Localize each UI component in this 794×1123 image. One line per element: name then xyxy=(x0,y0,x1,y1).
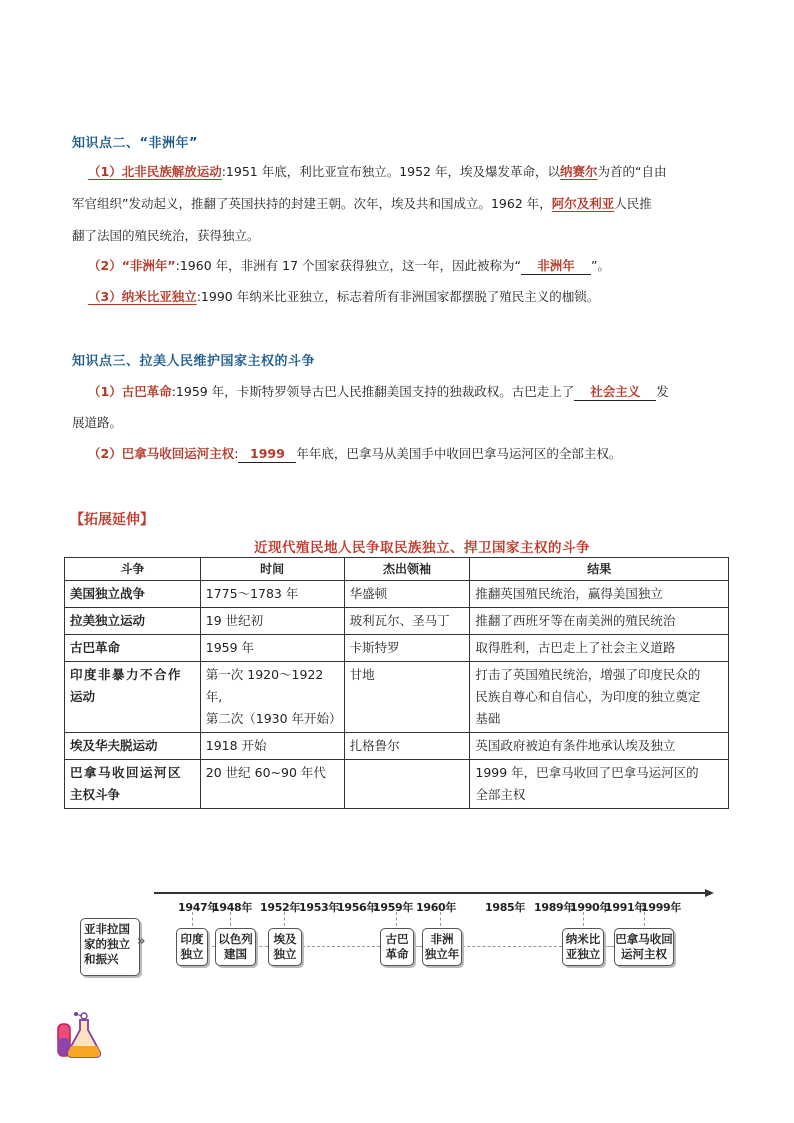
timeline-year: 1999年 xyxy=(641,901,682,914)
table-cell xyxy=(470,760,729,809)
timeline-year: 1953年 xyxy=(299,901,340,914)
label-north-africa: （1）北非民族解放运动 xyxy=(88,164,222,179)
table-cell xyxy=(65,581,201,608)
table-row xyxy=(65,662,729,733)
section2-p1-line1: （1）北非民族解放运动:1951 年底，利比亚宣布独立。1952 年，埃及爆发革命，以纳赛尔为首的“自由 xyxy=(88,164,667,179)
fill-1999: 1999 xyxy=(238,446,296,463)
timeline-year: 1960年 xyxy=(416,901,457,914)
table-row xyxy=(65,581,729,608)
table-header-cell: 时间 xyxy=(200,558,344,581)
cell-line: 卡斯特罗 xyxy=(349,640,400,655)
cell-line: 取得胜利，古巴走上了社会主义道路 xyxy=(475,640,676,655)
table-cell xyxy=(470,635,729,662)
table-cell xyxy=(65,608,201,635)
cell-line: 推翻了西班牙等在南美洲的殖民统治 xyxy=(475,613,676,628)
timeline-tick xyxy=(396,912,398,926)
cell-line: 玻利瓦尔、圣马丁 xyxy=(349,613,450,628)
cell-line: 甘地 xyxy=(349,667,375,682)
timeline-axis xyxy=(154,892,706,894)
connector xyxy=(254,946,268,947)
table-cell xyxy=(470,662,729,733)
cell-line: 第一次 1920～1922 年, xyxy=(205,667,324,704)
timeline-year: 1990年 xyxy=(570,901,611,914)
table-row xyxy=(65,635,729,662)
timeline-tick xyxy=(644,912,646,926)
cell-line: 1775～1783 年 xyxy=(205,586,299,601)
table-cell xyxy=(344,662,470,733)
timeline-year: 1947年 xyxy=(178,901,219,914)
timeline-tick xyxy=(230,912,232,926)
cell-line: 第二次（1930 年开始） xyxy=(205,711,342,726)
table-row xyxy=(65,733,729,760)
fill-africa-year: 非洲年 xyxy=(521,258,591,275)
section2-p1-line2: 军官组织”发动起义，推翻了英国扶持的封建王朝。次年，埃及共和国成立。1962 年，阿尔及利亚人民推 xyxy=(72,196,652,211)
section2-p1-line3: 翻了法国的殖民统治，获得独立。 xyxy=(72,228,260,243)
table-cell xyxy=(344,608,470,635)
event-israel-founding: 以色列 建国 xyxy=(215,928,256,966)
timeline-year: 1948年 xyxy=(212,901,253,914)
timeline-year: 1991年 xyxy=(605,901,646,914)
event-panama-canal: 巴拿马收回 运河主权 xyxy=(614,928,674,966)
table-cell xyxy=(200,733,344,760)
name-nasser: 纳赛尔 xyxy=(560,164,598,179)
cell-line: 1959 年 xyxy=(205,640,255,655)
table-cell xyxy=(470,608,729,635)
cell-line: 美国独立战争 xyxy=(70,586,146,601)
event-namibia-independence: 纳米比 亚独立 xyxy=(562,928,604,966)
cell-line: 运动 xyxy=(70,689,96,704)
table-row xyxy=(65,608,729,635)
timeline-year: 1989年 xyxy=(534,901,575,914)
cell-line: 埃及华夫脱运动 xyxy=(70,738,158,753)
section2-p2: （2）“非洲年”:1960 年，非洲有 17 个国家获得独立，这一年，因此被称为“ 非洲年 ”。 xyxy=(88,258,610,273)
timeline-year: 1959年 xyxy=(373,901,414,914)
fill-socialism: 社会主义 xyxy=(574,384,656,401)
table-header-cell: 结果 xyxy=(470,558,729,581)
label-namibia: （3）纳米比亚独立 xyxy=(88,289,197,304)
event-egypt-independence: 埃及 独立 xyxy=(268,928,302,966)
table-cell xyxy=(65,760,201,809)
double-chevron-icon: » xyxy=(137,934,146,949)
table-header-row xyxy=(65,558,729,581)
event-india-independence: 印度 独立 xyxy=(176,928,208,966)
connector xyxy=(462,946,562,947)
section3-p1-line2: 展道路。 xyxy=(72,415,123,430)
section2-p3: （3）纳米比亚独立:1990 年纳米比亚独立，标志着所有非洲国家都摆脱了殖民主义的枷锁。 xyxy=(88,289,600,304)
table-cell xyxy=(344,760,470,809)
cell-line: 推翻英国殖民统治，赢得美国独立 xyxy=(475,586,663,601)
table-cell xyxy=(200,635,344,662)
timeline-year: 1952年 xyxy=(260,901,301,914)
table-title: 近现代殖民地人民争取民族独立、捍卫国家主权的斗争 xyxy=(254,540,590,556)
timeline-main-box: 亚非拉国 家的独立 和振兴 xyxy=(80,918,140,976)
label-panama: （2）巴拿马收回运河主权 xyxy=(88,446,235,461)
cell-line: 拉美独立运动 xyxy=(70,613,146,628)
section3-p1-line1: （1）古巴革命:1959 年，卡斯特罗领导古巴人民推翻美国支持的独裁政权。古巴走上了 社会主义 发 xyxy=(88,384,669,399)
table-header-cell: 斗争 xyxy=(65,558,201,581)
section3-title: 知识点三、拉美人民维护国家主权的斗争 xyxy=(72,354,316,369)
table-cell xyxy=(470,733,729,760)
connector xyxy=(604,946,614,947)
label-africa-year: （2）“非洲年” xyxy=(88,258,176,273)
timeline-tick xyxy=(284,912,286,926)
section3-p2: （2）巴拿马收回运河主权: 1999 年年底，巴拿马从美国手中收回巴拿马运河区的全部主权。 xyxy=(88,446,622,461)
connector xyxy=(302,946,380,947)
cell-line: 基础 xyxy=(475,711,501,726)
cell-line: 打击了英国殖民统治，增强了印度民众的 xyxy=(475,667,701,682)
table-cell xyxy=(65,733,201,760)
cell-line: 华盛顿 xyxy=(349,586,388,601)
event-africa-year: 非洲 独立年 xyxy=(422,928,462,966)
timeline-tick xyxy=(440,912,442,926)
table-cell xyxy=(200,662,344,733)
table-cell xyxy=(200,581,344,608)
event-cuba-revolution: 古巴 革命 xyxy=(380,928,414,966)
extension-label: 【拓展延伸】 xyxy=(70,512,154,528)
cell-line: 1918 开始 xyxy=(205,738,267,753)
struggle-table xyxy=(64,557,729,809)
timeline-tick xyxy=(583,912,585,926)
table-cell xyxy=(344,581,470,608)
table-header-cell: 杰出领袖 xyxy=(344,558,470,581)
label-cuba-revolution: （1）古巴革命 xyxy=(88,384,172,399)
timeline-year: 1985年 xyxy=(485,901,526,914)
cell-line: 主权斗争 xyxy=(70,787,121,802)
table-cell xyxy=(344,635,470,662)
table-cell xyxy=(65,635,201,662)
table-row xyxy=(65,760,729,809)
chemistry-flask-icon xyxy=(54,1010,104,1060)
cell-line: 全部主权 xyxy=(475,787,526,802)
cell-line: 古巴革命 xyxy=(70,640,121,655)
name-algeria: 阿尔及利亚 xyxy=(551,196,615,211)
section2-title: 知识点二、“非洲年” xyxy=(72,136,199,151)
cell-line: 民族自尊心和自信心，为印度的独立奠定 xyxy=(475,689,701,704)
cell-line: 巴拿马收回运河区 xyxy=(70,765,183,780)
table-cell xyxy=(344,733,470,760)
table-cell xyxy=(470,581,729,608)
timeline-arrow-icon xyxy=(705,889,714,897)
timeline-tick xyxy=(192,912,194,926)
cell-line: 扎格鲁尔 xyxy=(349,738,400,753)
cell-line: 20 世纪 60~90 年代 xyxy=(205,765,326,780)
cell-line: 英国政府被迫有条件地承认埃及独立 xyxy=(475,738,676,753)
cell-line: 19 世纪初 xyxy=(205,613,264,628)
table-cell xyxy=(200,760,344,809)
table-cell xyxy=(65,662,201,733)
timeline-year: 1956年 xyxy=(337,901,378,914)
table-cell xyxy=(200,608,344,635)
cell-line: 印度非暴力不合作 xyxy=(70,667,183,682)
cell-line: 1999 年，巴拿马收回了巴拿马运河区的 xyxy=(475,765,699,780)
